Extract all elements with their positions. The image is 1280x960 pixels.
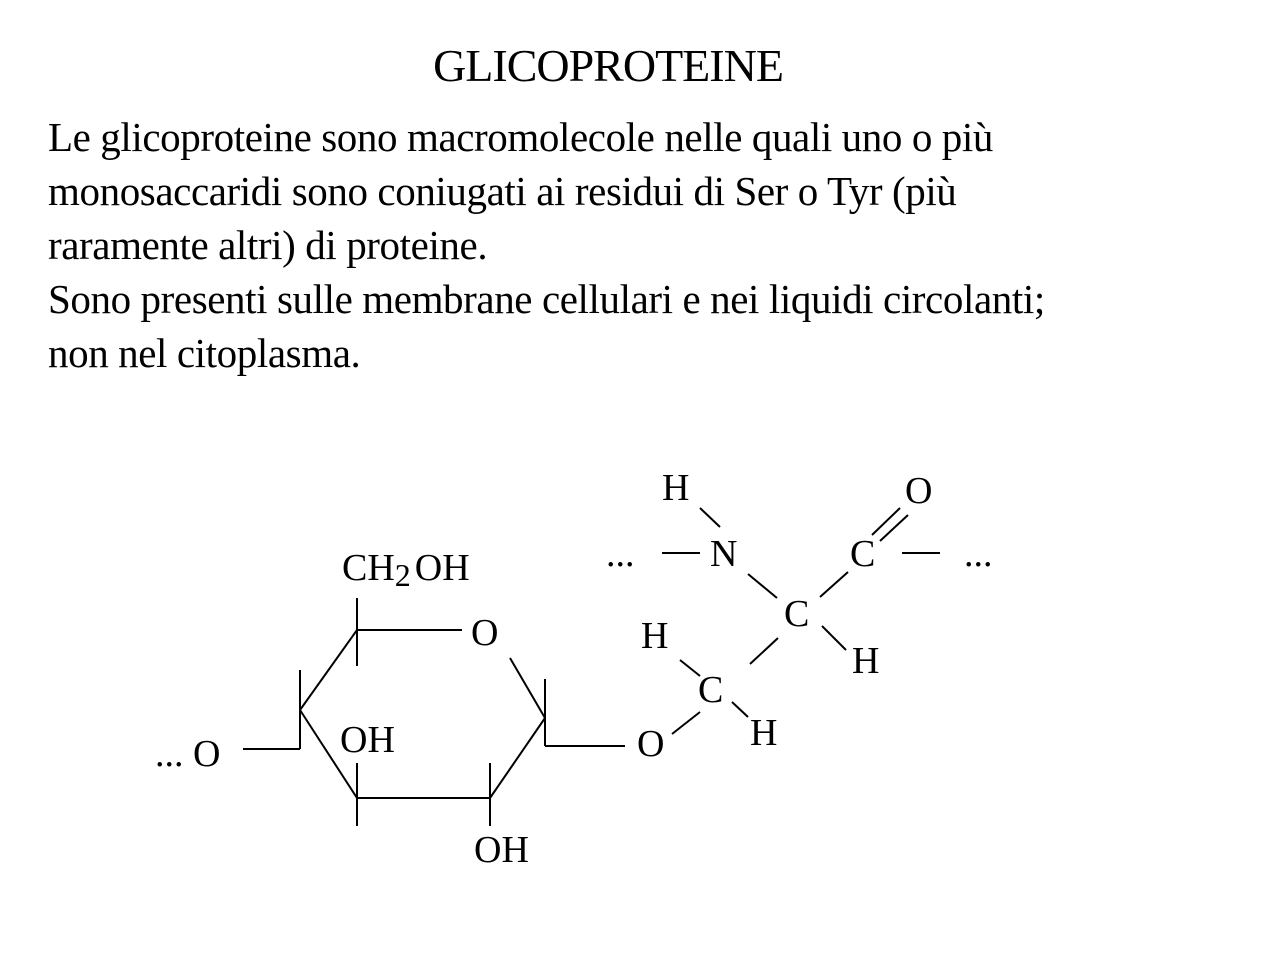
bond-ring-oxygen-c1 — [510, 658, 545, 718]
left-link-oxygen-label: ... O — [155, 733, 221, 775]
bond-o-beta-carbon — [672, 712, 700, 734]
left-ellipsis-label: ... — [606, 533, 635, 575]
bond-c4-c5 — [300, 630, 357, 710]
bond-beta-carbon-h-top — [680, 660, 700, 676]
ch2oh-label: CH2 OH — [342, 547, 470, 593]
beta-carbon-label: C — [698, 669, 724, 711]
bond-carbonyl-double-1 — [872, 508, 900, 535]
sugar-labels — [155, 547, 664, 871]
amino-acid-labels — [606, 467, 993, 754]
right-ellipsis-label: ... — [964, 533, 993, 575]
oh-c2-label: OH — [474, 829, 529, 871]
bond-carbonyl-double-2 — [880, 515, 908, 541]
paragraph-line: non nel citoplasma. — [48, 330, 361, 376]
bond-beta-alpha-carbon — [750, 638, 778, 664]
glycosidic-oxygen-label: O — [637, 723, 665, 765]
alpha-carbon-label: C — [784, 593, 810, 635]
ring-oxygen-label: O — [471, 612, 499, 654]
beta-hydrogen-bottom-label: H — [750, 712, 778, 754]
paragraph-line: monosaccaridi sono coniugati ai residui di Ser o Tyr (più — [48, 168, 957, 214]
bond-alpha-carbon-h — [822, 626, 846, 650]
paragraph-line: Sono presenti sulle membrane cellulari e nei liquidi circolanti; — [48, 276, 1045, 322]
page-title: GLICOPROTEINE — [433, 40, 783, 91]
bond-beta-carbon-h-bottom — [732, 702, 748, 717]
bond-alpha-carbon-nitrogen — [748, 574, 777, 598]
carbonyl-carbon-label: C — [850, 533, 876, 575]
oh-c3-label: OH — [340, 719, 395, 761]
alpha-hydrogen-label: H — [852, 640, 880, 682]
carbonyl-oxygen-label: O — [905, 470, 933, 512]
n-hydrogen-label: H — [662, 467, 690, 509]
paragraph-line: Le glicoproteine sono macromolecole nelle quali uno o più — [48, 114, 993, 160]
sugar-ring-bonds — [243, 598, 625, 826]
bond-alpha-carbonyl-carbon — [820, 572, 848, 597]
beta-hydrogen-top-label: H — [641, 615, 669, 657]
bond-c1-c2 — [490, 718, 545, 798]
paragraph-line: raramente altri) di proteine. — [48, 222, 488, 268]
nitrogen-label: N — [710, 533, 738, 575]
bond-n-hydrogen — [700, 508, 720, 527]
